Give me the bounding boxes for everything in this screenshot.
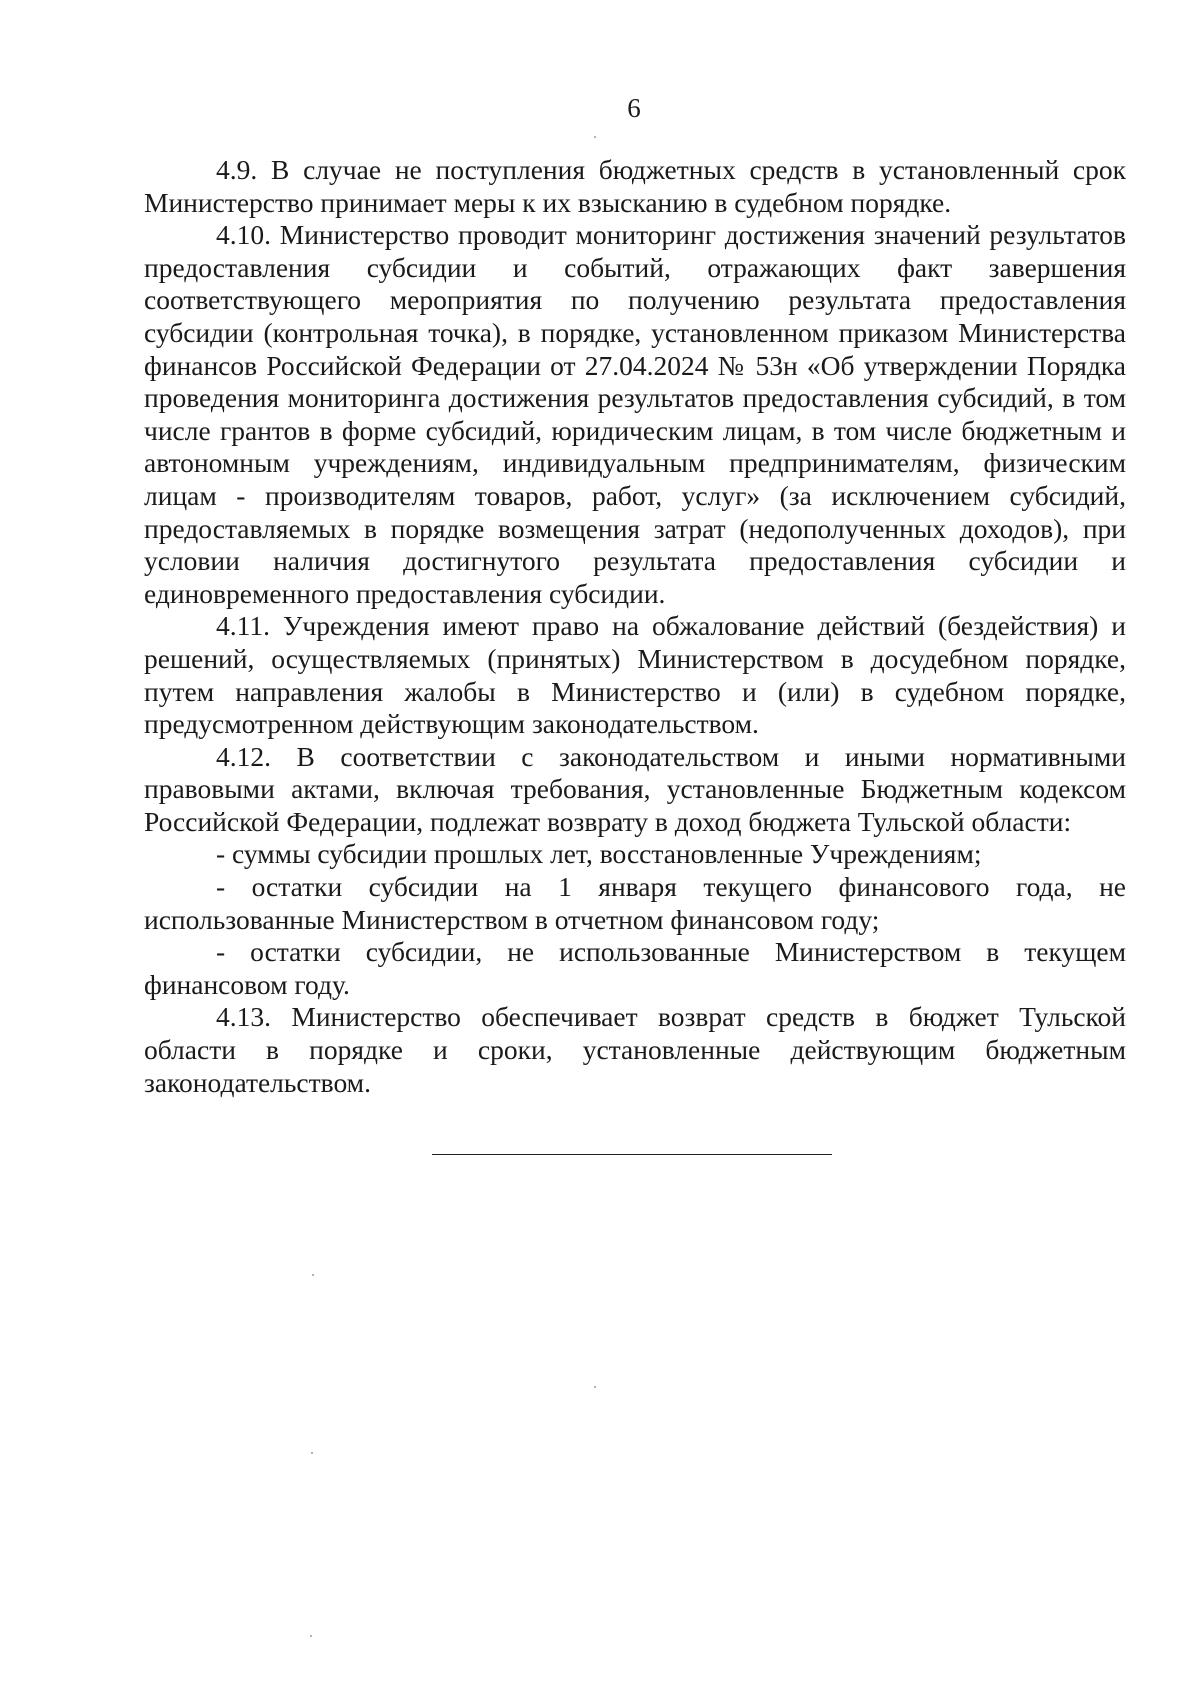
end-of-document-rule (432, 1154, 832, 1155)
list-item-prior-years: - суммы субсидии прошлых лет, восстановленные Учреждениям; (216, 838, 982, 870)
paragraph-4-12: 4.12. В соответствии с законодательством и иными нормативными правовыми актами, включая требования, установленные Бюджетным кодексом Российской Федерации, подлежат возврату в доход бюджета Тульской области: (144, 740, 1126, 837)
scan-speck (311, 1452, 313, 1454)
paragraph-4-11: 4.11. Учреждения имеют право на обжалование действий (бездействия) и решений, осуществляемых (принятых) Министерством в досудебном порядке, путем направления жалобы в Министерство и (или) в судебном порядке, предусмотренном действующим законодательством. (144, 610, 1126, 740)
document-body (144, 154, 1126, 1099)
scan-speck (310, 1635, 312, 1637)
paragraph-4-10: 4.10. Министерство проводит мониторинг достижения значений результатов предоставления субсидии и событий, отражающих факт завершения соответствующего мероприятия по получению результата предоставления субсидии (контрольная точка), в порядке, установленном приказом Министерства финансов Российской Федерации от 27.04.2024 № 53н «Об утверждении Порядка проведения мониторинга достижения результатов предоставления субсидий, в том числе грантов в форме субсидий, юридическим лицам, в том числе бюджетным и автономным учреждениям, индивидуальным предпринимателям, физическим лицам - производителям товаров, работ, услуг» (за исключением субсидий, предоставляемых в порядке возмещения затрат (недополученных доходов), при условии наличия достигнутого результата предоставления субсидии и единовременного предоставления субсидии. (144, 219, 1126, 609)
list-item-remainders-january: - остатки субсидии на 1 января текущего финансового года, не использованные Министерством в отчетном финансовом году; (144, 871, 1126, 935)
list-item-remainders-current-year: - остатки субсидии, не использованные Министерством в текущем финансовом году. (144, 936, 1126, 1000)
paragraph-4-9: 4.9. В случае не поступления бюджетных средств в установленный срок Министерство принимает меры к их взысканию в судебном порядке. (144, 154, 1126, 218)
scan-speck (312, 1274, 314, 1276)
page-number: 6 (627, 93, 641, 123)
scan-speck (594, 136, 596, 138)
paragraph-4-13: 4.13. Министерство обеспечивает возврат средств в бюджет Тульской области в порядке и сроки, установленные действующим бюджетным законодательством. (144, 1001, 1126, 1098)
scan-speck (594, 1386, 596, 1388)
